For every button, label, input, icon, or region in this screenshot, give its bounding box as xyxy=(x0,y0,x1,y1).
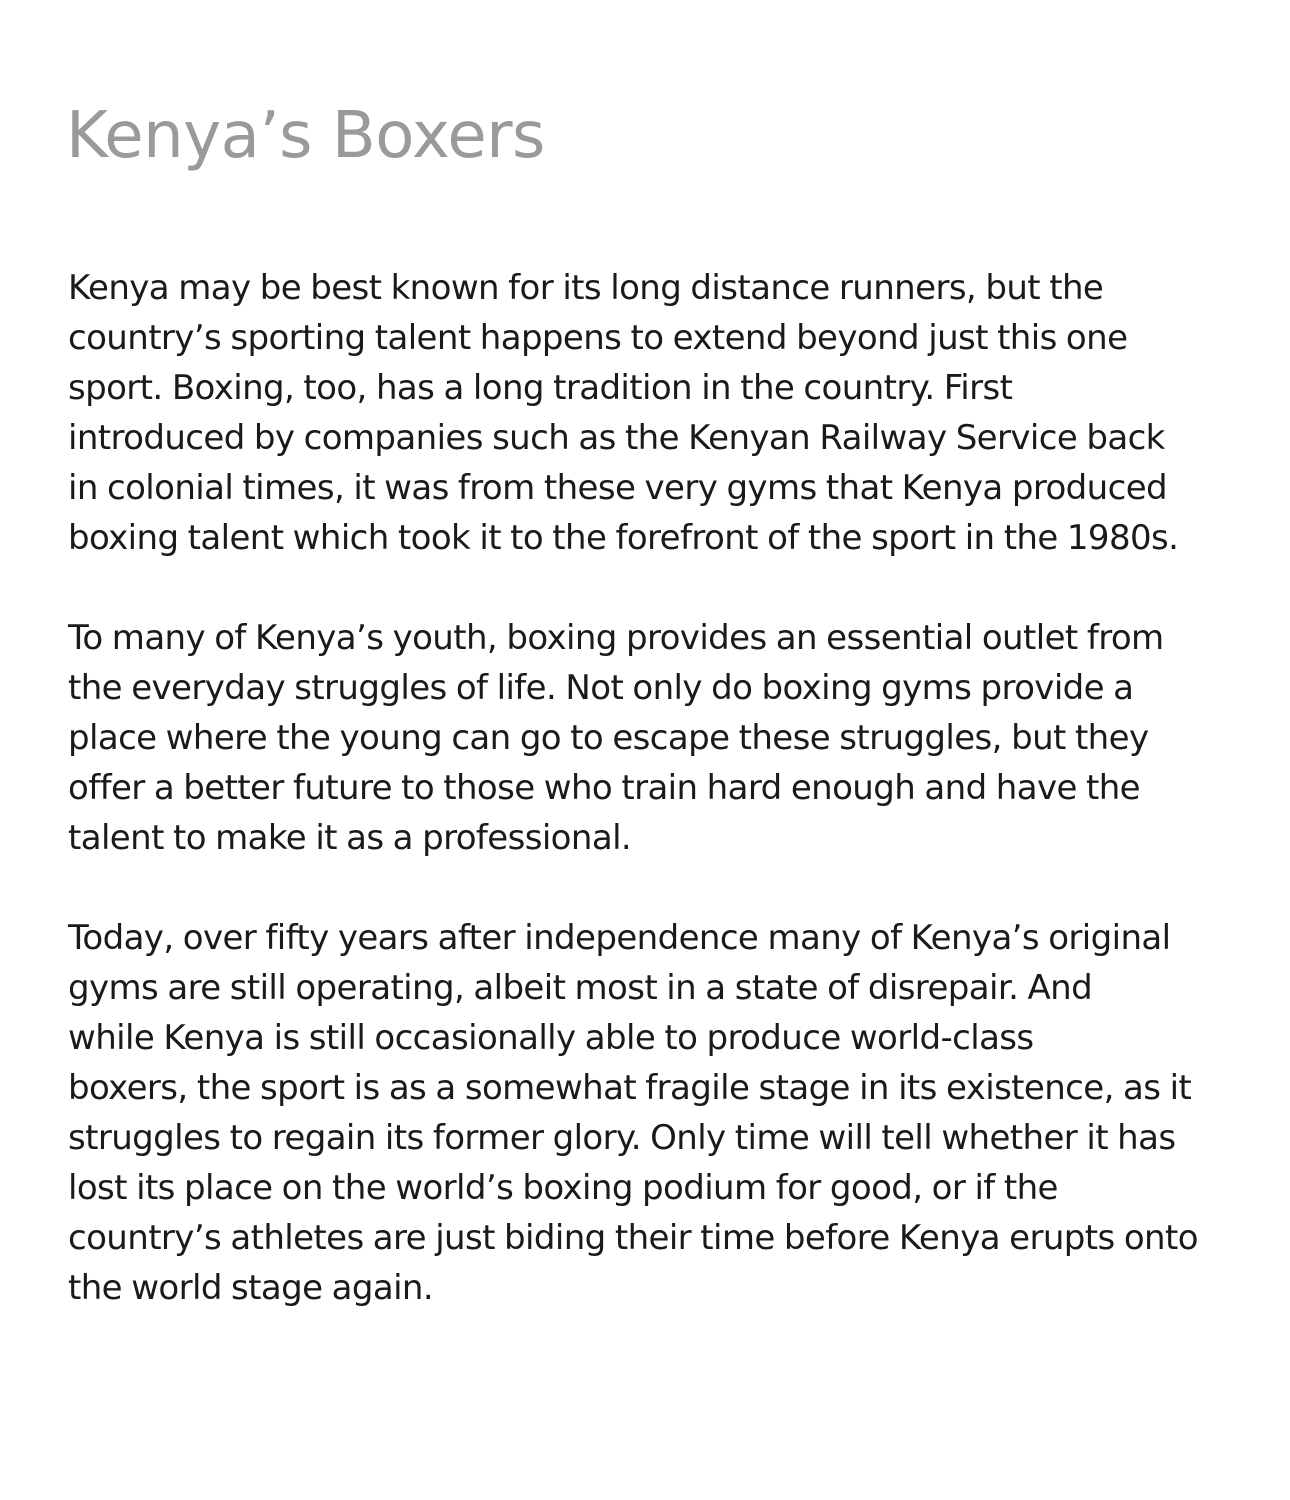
text-line: sport. Boxing, too, has a long tradition in the country. First xyxy=(68,368,1013,408)
text-line: introduced by companies such as the Kenyan Railway Service back xyxy=(68,418,1165,458)
text-line: struggles to regain its former glory. Only time will tell whether it has xyxy=(68,1118,1176,1158)
text-line: country’s sporting talent happens to extend beyond just this one xyxy=(68,318,1128,358)
paragraph-1 xyxy=(68,263,1228,563)
article-body xyxy=(68,263,1228,1363)
paragraph-3 xyxy=(68,913,1228,1313)
text-line: the world stage again. xyxy=(68,1268,434,1308)
text-line: lost its place on the world’s boxing podium for good, or if the xyxy=(68,1168,1058,1208)
text-line: Today, over fifty years after independence many of Kenya’s original xyxy=(68,918,1171,958)
text-line: offer a better future to those who train hard enough and have the xyxy=(68,768,1140,808)
text-line: Kenya may be best known for its long distance runners, but the xyxy=(68,268,1104,308)
text-line: in colonial times, it was from these very gyms that Kenya produced xyxy=(68,468,1168,508)
text-line: while Kenya is still occasionally able to produce world-class xyxy=(68,1018,1034,1058)
page-title: Kenya’s Boxers xyxy=(66,99,545,173)
text-line: gyms are still operating, albeit most in a state of disrepair. And xyxy=(68,968,1093,1008)
text-line: boxing talent which took it to the forefront of the sport in the 1980s. xyxy=(68,518,1179,558)
paragraph-2 xyxy=(68,613,1228,863)
text-line: place where the young can go to escape these struggles, but they xyxy=(68,718,1149,758)
text-line: boxers, the sport is as a somewhat fragile stage in its existence, as it xyxy=(68,1068,1192,1108)
text-line: country’s athletes are just biding their time before Kenya erupts onto xyxy=(68,1218,1198,1258)
text-line: To many of Kenya’s youth, boxing provides an essential outlet from xyxy=(68,618,1164,658)
text-line: talent to make it as a professional. xyxy=(68,818,632,858)
text-line: the everyday struggles of life. Not only do boxing gyms provide a xyxy=(68,668,1134,708)
